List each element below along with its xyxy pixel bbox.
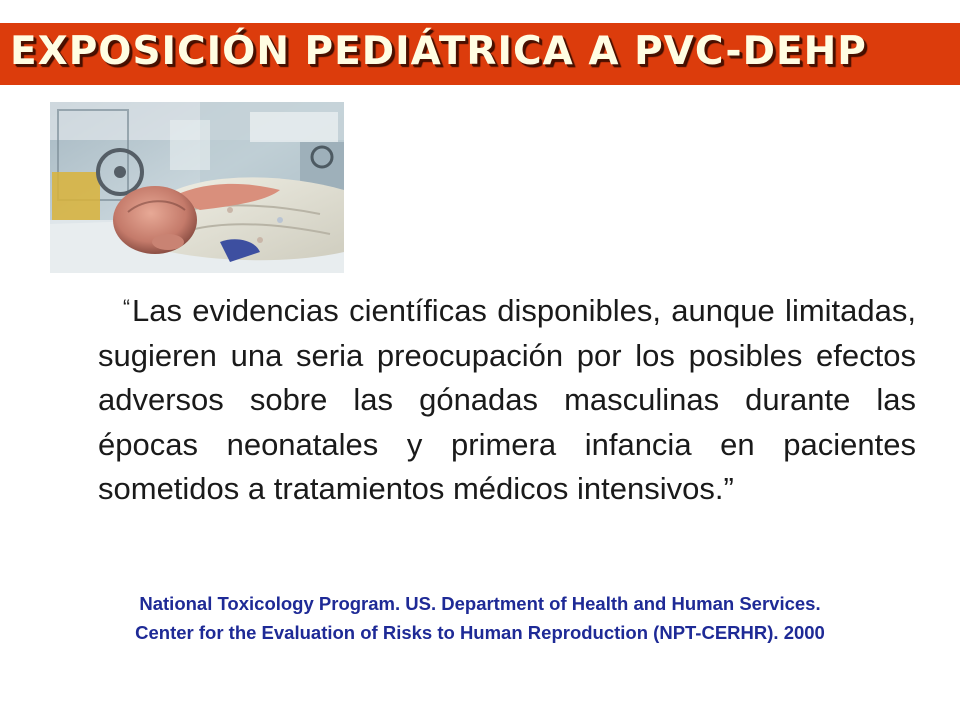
citation-line-2: Center for the Evaluation of Risks to Human Reproduction (NPT-CERHR). 2000	[135, 622, 825, 643]
title-bar	[0, 23, 960, 85]
citation-line-1: National Toxicology Program. US. Department of Health and Human Services.	[139, 593, 821, 614]
slide-title: EXPOSICIÓN PEDIÁTRICA A PVC-DEHP	[10, 29, 867, 74]
quote-open-mark: “	[123, 296, 130, 319]
quote-paragraph	[98, 286, 916, 512]
citation	[0, 589, 960, 647]
quote-close-mark: ”	[723, 471, 734, 506]
newborn-incubator-photo	[50, 102, 344, 273]
quote-text: Las evidencias científicas disponibles, aunque limitadas, sugieren una seria preocupación por los posibles efectos adversos sobre las gónadas masculinas durante las épocas neonatales y primera infancia en pacientes sometidos a tratamientos médicos intensivos.	[98, 293, 916, 506]
